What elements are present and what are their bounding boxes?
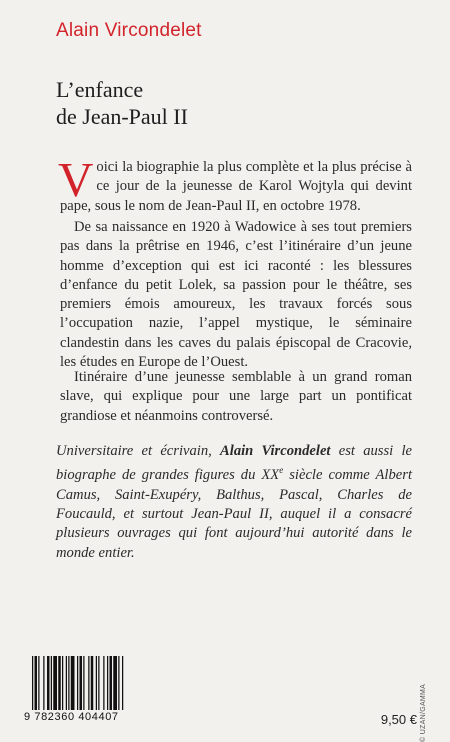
barcode-bar xyxy=(107,656,108,710)
isbn-number: 9 782360 404407 xyxy=(24,711,164,723)
barcode-bar xyxy=(47,656,50,710)
author-bio xyxy=(56,442,412,563)
barcode-bar xyxy=(35,656,38,710)
barcode-bar xyxy=(83,656,84,710)
summary-paragraph-2: De sa naissance en 1920 à Wadowice à ses tout premiers pas dans la prêtrise en 1946, c’est l’itinéraire d’un jeune homme d’exception qui est ici raconté : les blessures d’enfance du petit Lolek, sa passion pour le théâtre, ses premiers émois amoureux, les travaux forcés sous l’occupation nazie, l’appel mystique, le séminaire clandestin dans les caves du palais épiscopal de Cracovie, les études en Europe de l’Ouest. xyxy=(60,219,412,371)
barcode-bar xyxy=(68,656,69,710)
bio-intro: Universitaire et écrivain, xyxy=(56,443,221,459)
barcode-bar xyxy=(103,656,104,710)
barcode-bar xyxy=(71,656,75,710)
barcode-bar xyxy=(43,656,44,710)
barcode-bar xyxy=(80,656,83,710)
barcode-bars xyxy=(24,656,164,716)
drop-cap: V xyxy=(58,152,94,207)
bio-rest: siècle comme Albert Camus, Saint-Exupéry, Balthus, Pascal, Charles de Foucauld, et surtout Jean-Paul II, auquel il a consacré plusieurs ouvrages qui font aujourd’hui autorité dans le monde entier. xyxy=(56,467,412,561)
price: 9,50 € xyxy=(380,712,417,727)
bio-century-sup: e xyxy=(279,465,284,476)
barcode-bar xyxy=(51,656,52,710)
bio-middle: est aussi le biographe de grandes figures du xyxy=(56,443,412,484)
photo-credit: © UZAN/GAMMA xyxy=(420,683,427,742)
barcode-bar xyxy=(58,656,61,710)
barcode-bar xyxy=(113,656,117,710)
barcode-bar xyxy=(98,656,99,710)
title-line-2: de Jean-Paul II xyxy=(56,104,188,129)
barcode-bar xyxy=(118,656,119,710)
summary-paragraph-3: Itinéraire d’une jeunesse semblable à un grand roman slave, qui explique pour une large part un pontificat grandiose et néanmoins controversé. xyxy=(60,369,412,424)
barcode-bar xyxy=(122,656,123,710)
barcode-bar xyxy=(38,656,39,710)
book-title xyxy=(56,76,188,130)
barcode-bar xyxy=(96,656,97,710)
bio-century: XX xyxy=(261,467,280,484)
barcode-bar xyxy=(91,656,94,710)
barcode-bar xyxy=(110,656,113,710)
barcode-bar xyxy=(66,656,67,710)
barcode-bar xyxy=(62,656,63,710)
paragraph-1-text: oici la biographie la plus complète et la plus précise à ce jour de la jeunesse de Karol Wojtyla qui devint pape, sous le nom de Jean-Paul II, en octobre 1978. xyxy=(60,159,412,214)
barcode-bar xyxy=(32,656,33,710)
summary-paragraph-1 xyxy=(58,152,412,216)
title-line-1: L’enfance xyxy=(56,77,144,102)
barcode-bar xyxy=(88,656,89,710)
isbn-barcode xyxy=(24,656,164,732)
bio-author-name: Alain Vircondelet xyxy=(220,443,331,459)
barcode-bar xyxy=(53,656,57,710)
author-name: Alain Vircondelet xyxy=(56,20,202,41)
barcode-bar xyxy=(77,656,78,710)
